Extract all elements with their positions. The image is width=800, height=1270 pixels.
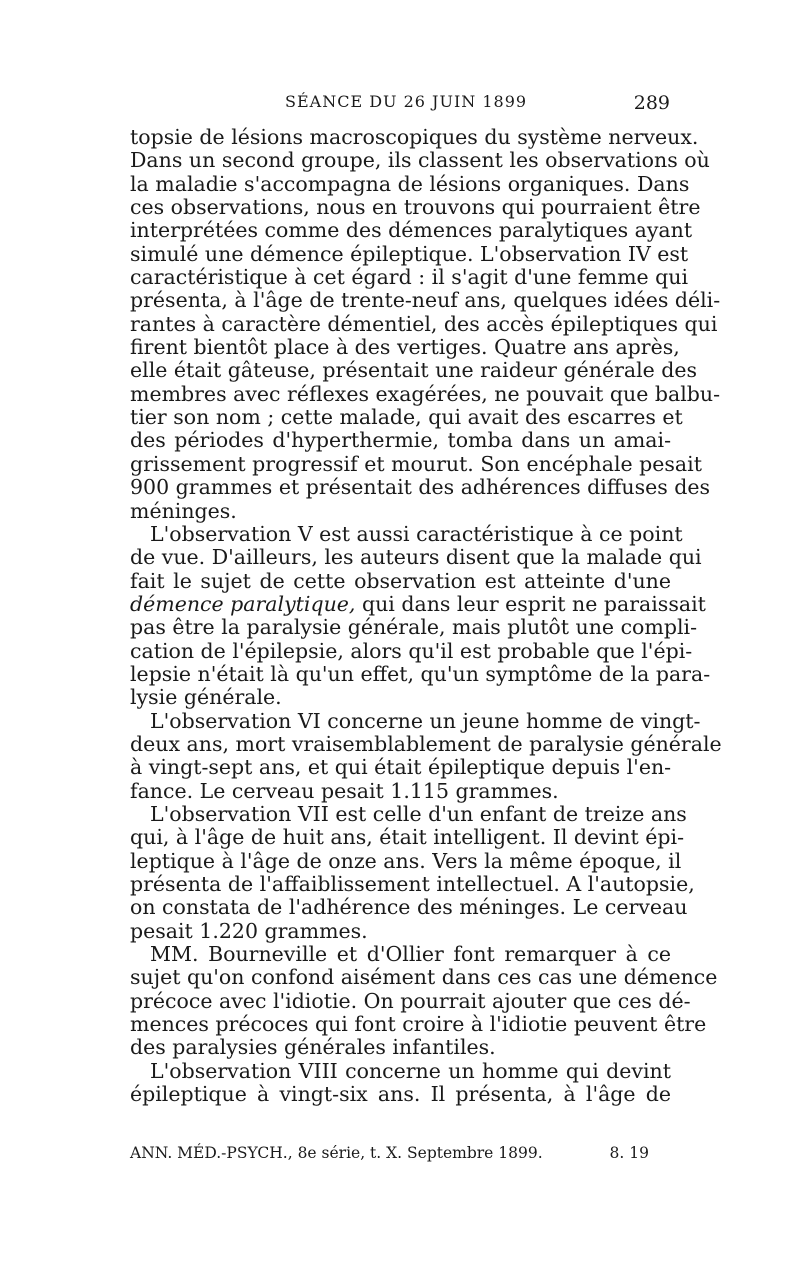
line-segment: qui dans leur esprit ne paraissait [355,591,706,616]
text-line: pas être la paralysie générale, mais plutôt une compli- [130,615,698,640]
text-line: de vue. D'ailleurs, les auteurs disent que la malade qui [130,545,702,570]
text-line: firent bientôt place à des vertiges. Quatre ans après, [130,335,680,360]
text-line: précoce avec l'idiotie. On pourrait ajouter que ces dé- [130,988,691,1013]
text-line: deux ans, mort vraisemblablement de paralysie générale [130,731,722,756]
running-head [130,92,670,116]
italic-phrase: démence paralytique, [130,591,356,616]
text-line: membres avec réflexes exagérées, ne pouvait que balbu- [130,381,721,406]
text-line: 900 grammes et présentait des adhérences diffuses des [130,475,711,500]
text-line: sujet qu'on confond aisément dans ces cas une démence [130,965,718,990]
text-line [130,591,706,616]
text-line: méninges. [130,498,237,523]
text-line: L'observation VII est celle d'un enfant de treize ans [150,801,687,826]
text-line: L'observation VI concerne un jeune homme de vingt- [150,708,701,733]
text-line: fance. Le cerveau pesait 1.115 grammes. [130,778,559,803]
text-line: simulé une démence épileptique. L'observation IV est [130,241,689,266]
text-line: des paralysies générales infantiles. [130,1035,496,1060]
text-line: leptique à l'âge de onze ans. Vers la même époque, il [130,848,682,873]
text-line: la maladie s'accompagna de lésions organiques. Dans [130,171,690,196]
text-line: rantes à caractère démentiel, des accès épileptiques qui [130,311,718,336]
text-line: pesait 1.220 grammes. [130,918,368,943]
text-line: L'observation V est aussi caractéristique à ce point [150,521,683,546]
text-line: tier son nom ; cette malade, qui avait des escarres et [130,405,683,430]
text-line: cation de l'épilepsie, alors qu'il est probable que l'épi- [130,638,693,663]
text-line: ces observations, nous en trouvons qui pourraient être [130,195,701,220]
text-line: interprétées comme des démences paralytiques ayant [130,218,693,243]
text-line: elle était gâteuse, présentait une raideur générale des [130,358,698,383]
text-line: mences précoces qui font croire à l'idiotie peuvent être [130,1012,707,1037]
text-line: qui, à l'âge de huit ans, était intelligent. Il devint épi- [130,825,684,850]
text-line: on constata de l'adhérence des méninges. Le cerveau [130,895,688,920]
text-line: grissement progressif et mourut. Son encéphale pesait [130,451,702,476]
text-line: présenta de l'affaiblissement intellectuel. A l'autopsie, [130,872,695,896]
text-line: topsie de lésions macroscopiques du système nerveux. [130,125,699,149]
body-text [130,125,722,1107]
text-line: caractéristique à cet égard : il s'agit d'une femme qui [130,265,689,290]
text-line: lysie générale. [130,685,282,710]
text-line: fait le sujet de cette observation est atteinte d'une [130,568,671,593]
text-line: lepsie n'était là qu'un effet, qu'un symptôme de la para- [130,661,711,686]
page-number: 289 [633,92,670,114]
text-line: épileptique à vingt-six ans. Il présenta, à l'âge de [130,1082,671,1107]
text-line: L'observation VIII concerne un homme qui devint [150,1058,671,1083]
sheet-mark: 8. 19 [609,1144,649,1162]
journal-signature: ANN. MÉD.-PSYCH., 8e série, t. X. Septembre 1899. [130,1144,543,1162]
text-line: à vingt-sept ans, et qui était épileptique depuis l'en- [130,755,672,780]
text-line: Dans un second groupe, ils classent les observations où [130,148,710,173]
text-line: MM. Bourneville et d'Ollier font remarquer à ce [150,942,671,967]
text-line: des périodes d'hyperthermie, tomba dans un amai- [130,428,671,453]
text-line: présenta, à l'âge de trente-neuf ans, quelques idées déli- [130,288,721,313]
running-title: SÉANCE DU 26 JUIN 1899 [285,92,528,111]
